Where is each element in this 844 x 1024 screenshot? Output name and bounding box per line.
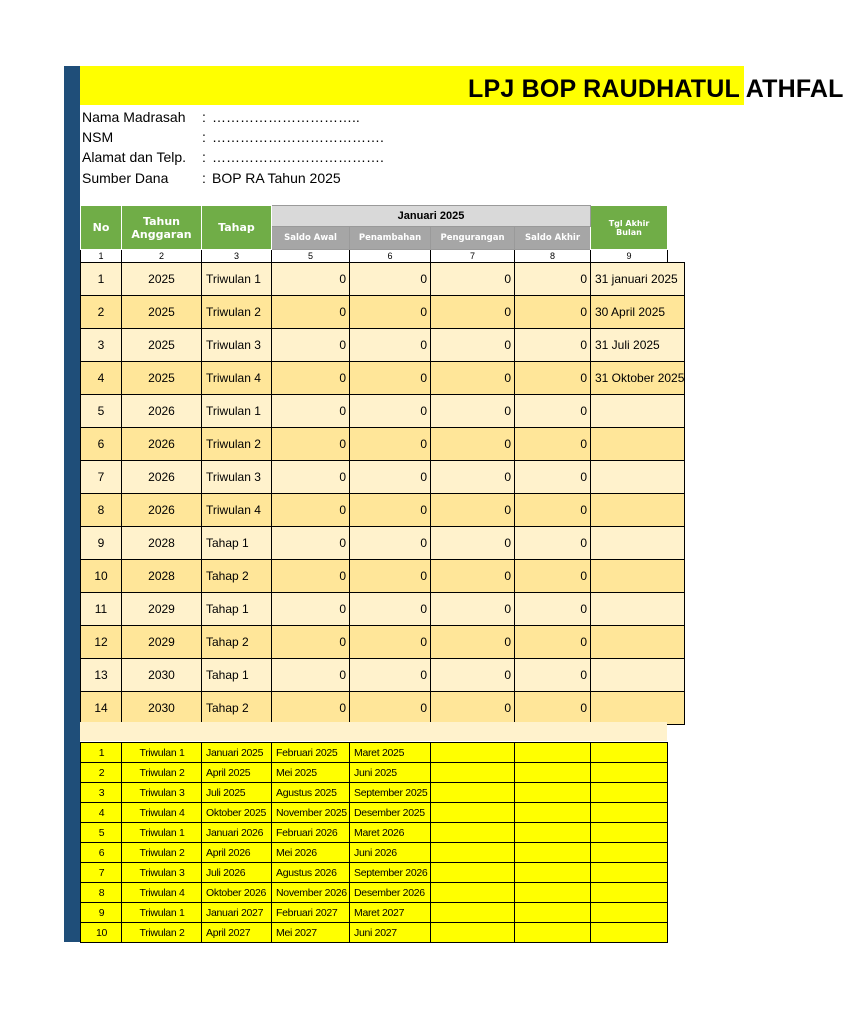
schedule-no[interactable]: 4 (81, 803, 122, 823)
schedule-month-2[interactable]: Februari 2026 (272, 823, 350, 843)
info-label: Alamat dan Telp. (82, 149, 187, 165)
table-row (81, 593, 685, 626)
schedule-month-2[interactable]: Mei 2026 (272, 843, 350, 863)
cell-pengurangan[interactable]: 0 (431, 428, 515, 461)
cell-saldo-akhir[interactable]: 0 (515, 296, 591, 329)
cell-saldo-awal[interactable]: 0 (272, 692, 350, 725)
cell-tahap[interactable]: Tahap 1 (202, 593, 272, 626)
cell-tahap[interactable]: Tahap 1 (202, 527, 272, 560)
cell-tahap[interactable]: Triwulan 4 (202, 494, 272, 527)
schedule-row (81, 823, 668, 843)
schedule-empty-cell[interactable] (515, 783, 591, 803)
schedule-empty-cell[interactable] (591, 803, 668, 823)
cell-no[interactable]: 10 (81, 560, 122, 593)
schedule-empty-cell[interactable] (431, 903, 515, 923)
header-tgl-line1: Tgl Akhir (608, 218, 650, 228)
table-row (81, 329, 685, 362)
schedule-month-1[interactable]: April 2025 (202, 763, 272, 783)
info-label: Sumber Dana (82, 170, 169, 186)
schedule-month-1[interactable]: Oktober 2026 (202, 883, 272, 903)
schedule-tahap[interactable]: Triwulan 1 (122, 903, 202, 923)
schedule-empty-cell[interactable] (515, 883, 591, 903)
schedule-month-3[interactable]: Juni 2025 (350, 763, 431, 783)
cell-saldo-akhir[interactable]: 0 (515, 329, 591, 362)
schedule-empty-cell[interactable] (515, 903, 591, 923)
cell-tgl-akhir-bulan[interactable] (591, 527, 685, 560)
cell-tahun[interactable]: 2025 (122, 329, 202, 362)
cell-saldo-akhir[interactable]: 0 (515, 527, 591, 560)
cell-tgl-akhir-bulan[interactable] (591, 494, 685, 527)
cell-pengurangan[interactable]: 0 (431, 329, 515, 362)
cell-tahun[interactable]: 2026 (122, 395, 202, 428)
cell-saldo-akhir[interactable]: 0 (515, 263, 591, 296)
schedule-empty-cell[interactable] (431, 803, 515, 823)
schedule-month-3[interactable]: Maret 2025 (350, 743, 431, 763)
header-tgl-akhir-bulan (591, 206, 668, 250)
cell-pengurangan[interactable]: 0 (431, 461, 515, 494)
schedule-empty-cell[interactable] (515, 743, 591, 763)
cell-saldo-awal[interactable]: 0 (272, 329, 350, 362)
schedule-empty-cell[interactable] (591, 783, 668, 803)
cell-penambahan[interactable]: 0 (350, 593, 431, 626)
cell-pengurangan[interactable]: 0 (431, 593, 515, 626)
cell-tahun[interactable]: 2030 (122, 659, 202, 692)
cell-penambahan[interactable]: 0 (350, 494, 431, 527)
cell-saldo-awal[interactable]: 0 (272, 263, 350, 296)
cell-penambahan[interactable]: 0 (350, 626, 431, 659)
schedule-month-3[interactable]: Desember 2026 (350, 883, 431, 903)
schedule-month-1[interactable]: Januari 2025 (202, 743, 272, 763)
schedule-month-2[interactable]: Mei 2027 (272, 923, 350, 943)
cell-tahun[interactable]: 2029 (122, 593, 202, 626)
schedule-month-1[interactable]: Oktober 2025 (202, 803, 272, 823)
cell-tahap[interactable]: Tahap 2 (202, 692, 272, 725)
cell-tahun[interactable]: 2029 (122, 626, 202, 659)
cell-no[interactable]: 8 (81, 494, 122, 527)
schedule-empty-cell[interactable] (431, 923, 515, 943)
cell-tgl-akhir-bulan[interactable] (591, 461, 685, 494)
header-penambahan: Penambahan (350, 227, 431, 250)
cell-tgl-akhir-bulan[interactable] (591, 626, 685, 659)
cell-tahap[interactable]: Tahap 1 (202, 659, 272, 692)
cell-pengurangan[interactable]: 0 (431, 659, 515, 692)
header-tahun-anggaran (122, 206, 202, 250)
cell-tgl-akhir-bulan[interactable] (591, 692, 685, 725)
header-tahun-line1: Tahun (142, 214, 180, 228)
info-colon: : (202, 149, 206, 165)
cell-saldo-akhir[interactable]: 0 (515, 461, 591, 494)
schedule-month-3[interactable]: Maret 2026 (350, 823, 431, 843)
cell-no[interactable]: 6 (81, 428, 122, 461)
schedule-month-1[interactable]: April 2026 (202, 843, 272, 863)
schedule-month-3[interactable]: September 2026 (350, 863, 431, 883)
schedule-empty-cell[interactable] (431, 863, 515, 883)
schedule-no[interactable]: 2 (81, 763, 122, 783)
schedule-tahap[interactable]: Triwulan 3 (122, 783, 202, 803)
table-row (81, 296, 685, 329)
column-number: 5 (272, 250, 350, 263)
cell-tahap[interactable]: Triwulan 2 (202, 428, 272, 461)
cell-tahun[interactable]: 2026 (122, 428, 202, 461)
lpj-data-table (80, 262, 685, 725)
schedule-empty-cell[interactable] (591, 743, 668, 763)
schedule-month-2[interactable]: November 2026 (272, 883, 350, 903)
cell-saldo-awal[interactable]: 0 (272, 626, 350, 659)
cell-no[interactable]: 4 (81, 362, 122, 395)
info-colon: : (202, 170, 206, 186)
schedule-month-2[interactable]: November 2025 (272, 803, 350, 823)
schedule-tahap[interactable]: Triwulan 3 (122, 863, 202, 883)
schedule-empty-cell[interactable] (515, 843, 591, 863)
cell-pengurangan[interactable]: 0 (431, 626, 515, 659)
header-saldo-awal: Saldo Awal (272, 227, 350, 250)
column-number: 6 (350, 250, 431, 263)
schedule-tahap[interactable]: Triwulan 2 (122, 843, 202, 863)
schedule-empty-cell[interactable] (515, 823, 591, 843)
cell-no[interactable]: 12 (81, 626, 122, 659)
schedule-month-1[interactable]: April 2027 (202, 923, 272, 943)
cell-saldo-awal[interactable]: 0 (272, 395, 350, 428)
cell-no[interactable]: 13 (81, 659, 122, 692)
separator-band (80, 722, 667, 741)
cell-pengurangan[interactable]: 0 (431, 527, 515, 560)
schedule-tahap[interactable]: Triwulan 4 (122, 803, 202, 823)
schedule-month-2[interactable]: Agustus 2026 (272, 863, 350, 883)
schedule-empty-cell[interactable] (591, 863, 668, 883)
column-number: 8 (515, 250, 591, 263)
schedule-month-3[interactable]: September 2025 (350, 783, 431, 803)
cell-tahap[interactable]: Triwulan 3 (202, 329, 272, 362)
cell-saldo-awal[interactable]: 0 (272, 296, 350, 329)
column-number-row (81, 250, 668, 263)
cell-no[interactable]: 1 (81, 263, 122, 296)
cell-penambahan[interactable]: 0 (350, 263, 431, 296)
table-row (81, 692, 685, 725)
schedule-tahap[interactable]: Triwulan 4 (122, 883, 202, 903)
cell-tahun[interactable]: 2025 (122, 362, 202, 395)
column-number: 9 (591, 250, 668, 263)
cell-tahun[interactable]: 2030 (122, 692, 202, 725)
cell-saldo-akhir[interactable]: 0 (515, 593, 591, 626)
schedule-empty-cell[interactable] (591, 883, 668, 903)
header-month: Januari 2025 (272, 206, 591, 227)
schedule-no[interactable]: 1 (81, 743, 122, 763)
cell-saldo-akhir[interactable]: 0 (515, 362, 591, 395)
schedule-month-1[interactable]: Juli 2026 (202, 863, 272, 883)
cell-penambahan[interactable]: 0 (350, 329, 431, 362)
cell-saldo-awal[interactable]: 0 (272, 527, 350, 560)
table-row (81, 428, 685, 461)
cell-pengurangan[interactable]: 0 (431, 362, 515, 395)
schedule-empty-cell[interactable] (591, 843, 668, 863)
schedule-empty-cell[interactable] (515, 763, 591, 783)
schedule-row (81, 883, 668, 903)
column-number: 1 (81, 250, 122, 263)
schedule-row (81, 863, 668, 883)
table-row (81, 395, 685, 428)
cell-saldo-awal[interactable]: 0 (272, 659, 350, 692)
schedule-no[interactable]: 5 (81, 823, 122, 843)
info-colon: : (202, 129, 206, 145)
schedule-month-3[interactable]: Juni 2026 (350, 843, 431, 863)
schedule-tahap[interactable]: Triwulan 1 (122, 823, 202, 843)
cell-penambahan[interactable]: 0 (350, 395, 431, 428)
cell-tgl-akhir-bulan[interactable]: 31 Oktober 2025 (591, 362, 685, 395)
schedule-row (81, 803, 668, 823)
schedule-tahap[interactable]: Triwulan 1 (122, 743, 202, 763)
schedule-empty-cell[interactable] (431, 823, 515, 843)
cell-penambahan[interactable]: 0 (350, 659, 431, 692)
cell-no[interactable]: 5 (81, 395, 122, 428)
cell-tahun[interactable]: 2026 (122, 461, 202, 494)
cell-no[interactable]: 2 (81, 296, 122, 329)
cell-saldo-awal[interactable]: 0 (272, 560, 350, 593)
sheet-title: LPJ BOP RAUDHATUL ATHFAL (468, 75, 844, 103)
cell-tahap[interactable]: Tahap 2 (202, 560, 272, 593)
schedule-empty-cell[interactable] (515, 803, 591, 823)
cell-tahun[interactable]: 2026 (122, 494, 202, 527)
cell-no[interactable]: 14 (81, 692, 122, 725)
schedule-month-1[interactable]: Januari 2026 (202, 823, 272, 843)
cell-penambahan[interactable]: 0 (350, 428, 431, 461)
schedule-no[interactable]: 7 (81, 863, 122, 883)
schedule-no[interactable]: 8 (81, 883, 122, 903)
schedule-table (80, 742, 668, 943)
cell-penambahan[interactable]: 0 (350, 692, 431, 725)
info-label: Nama Madrasah (82, 109, 186, 125)
cell-tahun[interactable]: 2025 (122, 296, 202, 329)
schedule-month-3[interactable]: Desember 2025 (350, 803, 431, 823)
table-row (81, 263, 685, 296)
column-number: 3 (202, 250, 272, 263)
schedule-no[interactable]: 10 (81, 923, 122, 943)
schedule-empty-cell[interactable] (431, 883, 515, 903)
cell-tgl-akhir-bulan[interactable]: 31 Juli 2025 (591, 329, 685, 362)
cell-tgl-akhir-bulan[interactable]: 31 januari 2025 (591, 263, 685, 296)
schedule-no[interactable]: 9 (81, 903, 122, 923)
header-pengurangan: Pengurangan (431, 227, 515, 250)
cell-penambahan[interactable]: 0 (350, 461, 431, 494)
schedule-empty-cell[interactable] (515, 923, 591, 943)
info-value[interactable]: ………………………….. (212, 109, 360, 125)
cell-penambahan[interactable]: 0 (350, 296, 431, 329)
schedule-row (81, 743, 668, 763)
header-no: No (81, 206, 122, 250)
cell-tgl-akhir-bulan[interactable] (591, 428, 685, 461)
cell-tahap[interactable]: Triwulan 1 (202, 395, 272, 428)
cell-tahun[interactable]: 2028 (122, 560, 202, 593)
cell-pengurangan[interactable]: 0 (431, 263, 515, 296)
schedule-empty-cell[interactable] (591, 823, 668, 843)
sheet-accent-bar (64, 66, 80, 942)
cell-no[interactable]: 9 (81, 527, 122, 560)
table-header (80, 205, 668, 263)
info-label: NSM (82, 129, 114, 145)
cell-no[interactable]: 11 (81, 593, 122, 626)
info-value[interactable]: ………………………………. (212, 149, 384, 165)
cell-tgl-akhir-bulan[interactable] (591, 395, 685, 428)
column-number: 2 (122, 250, 202, 263)
table-row (81, 527, 685, 560)
cell-saldo-akhir[interactable]: 0 (515, 560, 591, 593)
schedule-tahap[interactable]: Triwulan 2 (122, 923, 202, 943)
table-row (81, 626, 685, 659)
schedule-month-2[interactable]: Agustus 2025 (272, 783, 350, 803)
cell-pengurangan[interactable]: 0 (431, 692, 515, 725)
cell-saldo-akhir[interactable]: 0 (515, 395, 591, 428)
schedule-empty-cell[interactable] (431, 743, 515, 763)
cell-saldo-awal[interactable]: 0 (272, 494, 350, 527)
schedule-empty-cell[interactable] (431, 843, 515, 863)
cell-pengurangan[interactable]: 0 (431, 494, 515, 527)
table-row (81, 461, 685, 494)
cell-tahap[interactable]: Triwulan 4 (202, 362, 272, 395)
table-row (81, 494, 685, 527)
cell-saldo-akhir[interactable]: 0 (515, 626, 591, 659)
cell-tgl-akhir-bulan[interactable] (591, 659, 685, 692)
cell-saldo-akhir[interactable]: 0 (515, 494, 591, 527)
header-tgl-line2: Bulan (616, 227, 642, 237)
header-tahun-line2: Anggaran (131, 227, 192, 241)
table-row (81, 659, 685, 692)
schedule-empty-cell[interactable] (591, 923, 668, 943)
cell-tahap[interactable]: Triwulan 2 (202, 296, 272, 329)
schedule-row (81, 903, 668, 923)
schedule-month-2[interactable]: Februari 2027 (272, 903, 350, 923)
cell-penambahan[interactable]: 0 (350, 527, 431, 560)
schedule-month-1[interactable]: Januari 2027 (202, 903, 272, 923)
schedule-tahap[interactable]: Triwulan 2 (122, 763, 202, 783)
schedule-row (81, 763, 668, 783)
schedule-empty-cell[interactable] (591, 903, 668, 923)
schedule-month-2[interactable]: Februari 2025 (272, 743, 350, 763)
cell-tgl-akhir-bulan[interactable]: 30 April 2025 (591, 296, 685, 329)
cell-tahap[interactable]: Tahap 2 (202, 626, 272, 659)
cell-saldo-awal[interactable]: 0 (272, 461, 350, 494)
schedule-month-1[interactable]: Juli 2025 (202, 783, 272, 803)
schedule-no[interactable]: 3 (81, 783, 122, 803)
cell-tahap[interactable]: Triwulan 1 (202, 263, 272, 296)
schedule-row (81, 923, 668, 943)
cell-saldo-awal[interactable]: 0 (272, 593, 350, 626)
schedule-month-2[interactable]: Mei 2025 (272, 763, 350, 783)
cell-saldo-akhir[interactable]: 0 (515, 692, 591, 725)
schedule-empty-cell[interactable] (591, 763, 668, 783)
cell-pengurangan[interactable]: 0 (431, 296, 515, 329)
info-value[interactable]: ………………………………. (212, 129, 384, 145)
schedule-empty-cell[interactable] (515, 863, 591, 883)
cell-tgl-akhir-bulan[interactable] (591, 593, 685, 626)
cell-saldo-awal[interactable]: 0 (272, 428, 350, 461)
info-value[interactable]: BOP RA Tahun 2025 (212, 170, 341, 186)
cell-pengurangan[interactable]: 0 (431, 395, 515, 428)
schedule-month-3[interactable]: Maret 2027 (350, 903, 431, 923)
schedule-no[interactable]: 6 (81, 843, 122, 863)
cell-pengurangan[interactable]: 0 (431, 560, 515, 593)
cell-no[interactable]: 3 (81, 329, 122, 362)
cell-tahun[interactable]: 2028 (122, 527, 202, 560)
cell-saldo-awal[interactable]: 0 (272, 362, 350, 395)
schedule-empty-cell[interactable] (431, 763, 515, 783)
cell-tahun[interactable]: 2025 (122, 263, 202, 296)
schedule-row (81, 783, 668, 803)
cell-tgl-akhir-bulan[interactable] (591, 560, 685, 593)
schedule-month-3[interactable]: Juni 2027 (350, 923, 431, 943)
table-row (81, 560, 685, 593)
table-row (81, 362, 685, 395)
schedule-empty-cell[interactable] (431, 783, 515, 803)
cell-penambahan[interactable]: 0 (350, 362, 431, 395)
info-colon: : (202, 109, 206, 125)
cell-penambahan[interactable]: 0 (350, 560, 431, 593)
column-number: 7 (431, 250, 515, 263)
cell-tahap[interactable]: Triwulan 3 (202, 461, 272, 494)
cell-saldo-akhir[interactable]: 0 (515, 428, 591, 461)
cell-saldo-akhir[interactable]: 0 (515, 659, 591, 692)
cell-no[interactable]: 7 (81, 461, 122, 494)
schedule-row (81, 843, 668, 863)
header-tahap: Tahap (202, 206, 272, 250)
header-saldo-akhir: Saldo Akhir (515, 227, 591, 250)
